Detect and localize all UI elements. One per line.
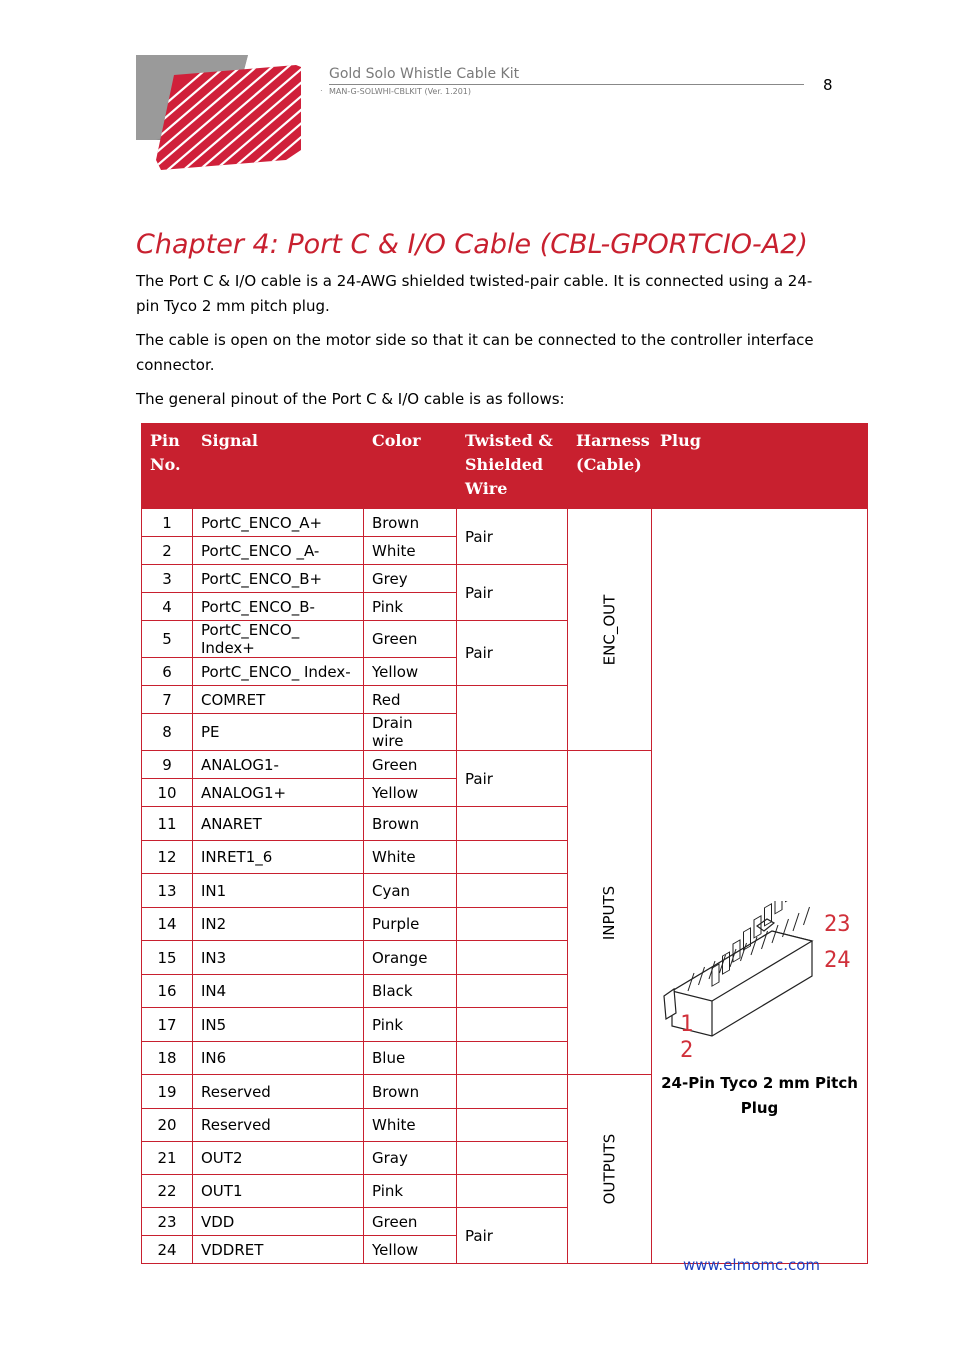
signal-name: INRET1_6 — [193, 841, 364, 874]
pin-number: 1 — [142, 509, 193, 537]
table-row — [142, 509, 868, 537]
wire-color: Pink — [364, 1175, 457, 1208]
pin-number: 5 — [142, 621, 193, 658]
pin-number: 7 — [142, 686, 193, 714]
signal-name: IN1 — [193, 874, 364, 908]
pin-number: 11 — [142, 807, 193, 841]
tyco-plug-image — [662, 901, 857, 1061]
twisted-pair-empty-cell — [457, 874, 568, 908]
twisted-pair-empty-cell — [457, 1075, 568, 1109]
signal-name: Reserved — [193, 1109, 364, 1142]
chapter-title: Chapter 4: Port C & I/O Cable (CBL-GPORTCIO-A2) — [136, 229, 808, 260]
twisted-pair-empty-cell — [457, 1042, 568, 1075]
pin-number: 10 — [142, 779, 193, 807]
plug-cell — [652, 509, 868, 1264]
pin-number: 13 — [142, 874, 193, 908]
signal-name: PortC_ENCO_A+ — [193, 509, 364, 537]
wire-color: Brown — [364, 807, 457, 841]
plug-pin-label-2: 2 — [680, 1038, 694, 1061]
pin-number: 16 — [142, 975, 193, 1008]
pin-number: 12 — [142, 841, 193, 874]
signal-name: PortC_ENCO_B+ — [193, 565, 364, 593]
document-title: Gold Solo Whistle Cable Kit — [329, 66, 520, 82]
wire-color: Green — [364, 621, 457, 658]
signal-name: IN5 — [193, 1008, 364, 1042]
pin-number: 4 — [142, 593, 193, 621]
harness-group-label: ENC_OUT — [600, 594, 619, 665]
twisted-pair-empty-cell — [457, 1109, 568, 1142]
wire-color: White — [364, 841, 457, 874]
pin-number: 9 — [142, 751, 193, 779]
twisted-pair-cell: Pair — [457, 751, 568, 807]
wire-color: Orange — [364, 941, 457, 975]
wire-color: Purple — [364, 908, 457, 941]
signal-name: IN6 — [193, 1042, 364, 1075]
signal-name: COMRET — [193, 686, 364, 714]
wire-color: Brown — [364, 509, 457, 537]
signal-name: PortC_ENCO_ Index+ — [193, 621, 364, 658]
wire-color: Yellow — [364, 658, 457, 686]
wire-color: White — [364, 537, 457, 565]
signal-name: ANALOG1+ — [193, 779, 364, 807]
plug-pin-label-1: 1 — [680, 1012, 694, 1037]
signal-name: ANALOG1- — [193, 751, 364, 779]
twisted-pair-empty-cell — [457, 1175, 568, 1208]
page-number: 8 — [823, 76, 833, 94]
header-pin-no: Pin No. — [142, 424, 193, 509]
paragraph-intro: The Port C & I/O cable is a 24-AWG shielded twisted-pair cable. It is connected using a 24-pin Tyco 2 mm pitch plug. — [136, 272, 813, 315]
pinout-table — [141, 423, 868, 1264]
plug-caption: 24-Pin Tyco 2 mm Pitch Plug — [661, 1074, 858, 1117]
wire-color: White — [364, 1109, 457, 1142]
twisted-pair-cell: Pair — [457, 621, 568, 686]
twisted-pair-cell: Pair — [457, 509, 568, 565]
signal-name: IN4 — [193, 975, 364, 1008]
paragraph-pinout-lead: The general pinout of the Port C & I/O cable is as follows: — [136, 390, 565, 408]
wire-color: Cyan — [364, 874, 457, 908]
signal-name: VDDRET — [193, 1236, 364, 1264]
signal-name: Reserved — [193, 1075, 364, 1109]
pin-number: 17 — [142, 1008, 193, 1042]
pin-number: 3 — [142, 565, 193, 593]
footer-website-link[interactable]: www.elmomc.com — [683, 1256, 821, 1274]
header-color: Color — [364, 424, 457, 509]
twisted-pair-empty-cell — [457, 1142, 568, 1175]
elmo-logo — [136, 55, 321, 170]
pin-number: 22 — [142, 1175, 193, 1208]
signal-name: VDD — [193, 1208, 364, 1236]
pin-number: 6 — [142, 658, 193, 686]
plug-pin-label-23: 23 — [824, 912, 851, 937]
table-body — [142, 509, 868, 1264]
plug-pin-label-24: 24 — [824, 948, 851, 973]
header-twisted-shielded: Twisted & Shielded Wire — [457, 424, 568, 509]
twisted-pair-empty-cell — [457, 686, 568, 751]
wire-color: Pink — [364, 1008, 457, 1042]
harness-group-label: OUTPUTS — [600, 1133, 619, 1205]
pin-number: 23 — [142, 1208, 193, 1236]
wire-color: Grey — [364, 565, 457, 593]
wire-color: Drain wire — [364, 714, 457, 751]
twisted-pair-empty-cell — [457, 807, 568, 841]
wire-color: Green — [364, 1208, 457, 1236]
wire-color: Yellow — [364, 1236, 457, 1264]
twisted-pair-cell: Pair — [457, 565, 568, 621]
signal-name: ANARET — [193, 807, 364, 841]
wire-color: Brown — [364, 1075, 457, 1109]
pin-number: 15 — [142, 941, 193, 975]
signal-name: OUT1 — [193, 1175, 364, 1208]
twisted-pair-empty-cell — [457, 975, 568, 1008]
signal-name: IN2 — [193, 908, 364, 941]
wire-color: Gray — [364, 1142, 457, 1175]
wire-color: Red — [364, 686, 457, 714]
signal-name: PortC_ENCO_B- — [193, 593, 364, 621]
harness-group-cell — [568, 1075, 652, 1264]
pin-number: 24 — [142, 1236, 193, 1264]
header-plug: Plug — [652, 424, 868, 509]
signal-name: PE — [193, 714, 364, 751]
twisted-pair-empty-cell — [457, 1008, 568, 1042]
twisted-pair-cell: Pair — [457, 1208, 568, 1264]
wire-color: Green — [364, 751, 457, 779]
signal-name: IN3 — [193, 941, 364, 975]
table-header-row — [142, 424, 868, 509]
pin-number: 19 — [142, 1075, 193, 1109]
pin-number: 18 — [142, 1042, 193, 1075]
wire-color: Yellow — [364, 779, 457, 807]
wire-color: Black — [364, 975, 457, 1008]
signal-name: PortC_ENCO _A- — [193, 537, 364, 565]
header-harness: Harness (Cable) — [568, 424, 652, 509]
pin-number: 20 — [142, 1109, 193, 1142]
pin-number: 21 — [142, 1142, 193, 1175]
paragraph-open-side: The cable is open on the motor side so that it can be connected to the controller interface connector. — [136, 331, 814, 374]
signal-name: OUT2 — [193, 1142, 364, 1175]
twisted-pair-empty-cell — [457, 841, 568, 874]
pin-number: 2 — [142, 537, 193, 565]
harness-group-cell — [568, 509, 652, 751]
header-divider — [329, 84, 804, 85]
header-signal: Signal — [193, 424, 364, 509]
harness-group-label: INPUTS — [600, 885, 619, 940]
twisted-pair-empty-cell — [457, 908, 568, 941]
document-code: MAN-G-SOLWHI-CBLKIT (Ver. 1.201) — [329, 87, 472, 96]
wire-color: Pink — [364, 593, 457, 621]
header-bullet: · — [320, 86, 323, 95]
wire-color: Blue — [364, 1042, 457, 1075]
harness-group-cell — [568, 751, 652, 1075]
pin-number: 8 — [142, 714, 193, 751]
signal-name: PortC_ENCO_ Index- — [193, 658, 364, 686]
pin-number: 14 — [142, 908, 193, 941]
twisted-pair-empty-cell — [457, 941, 568, 975]
